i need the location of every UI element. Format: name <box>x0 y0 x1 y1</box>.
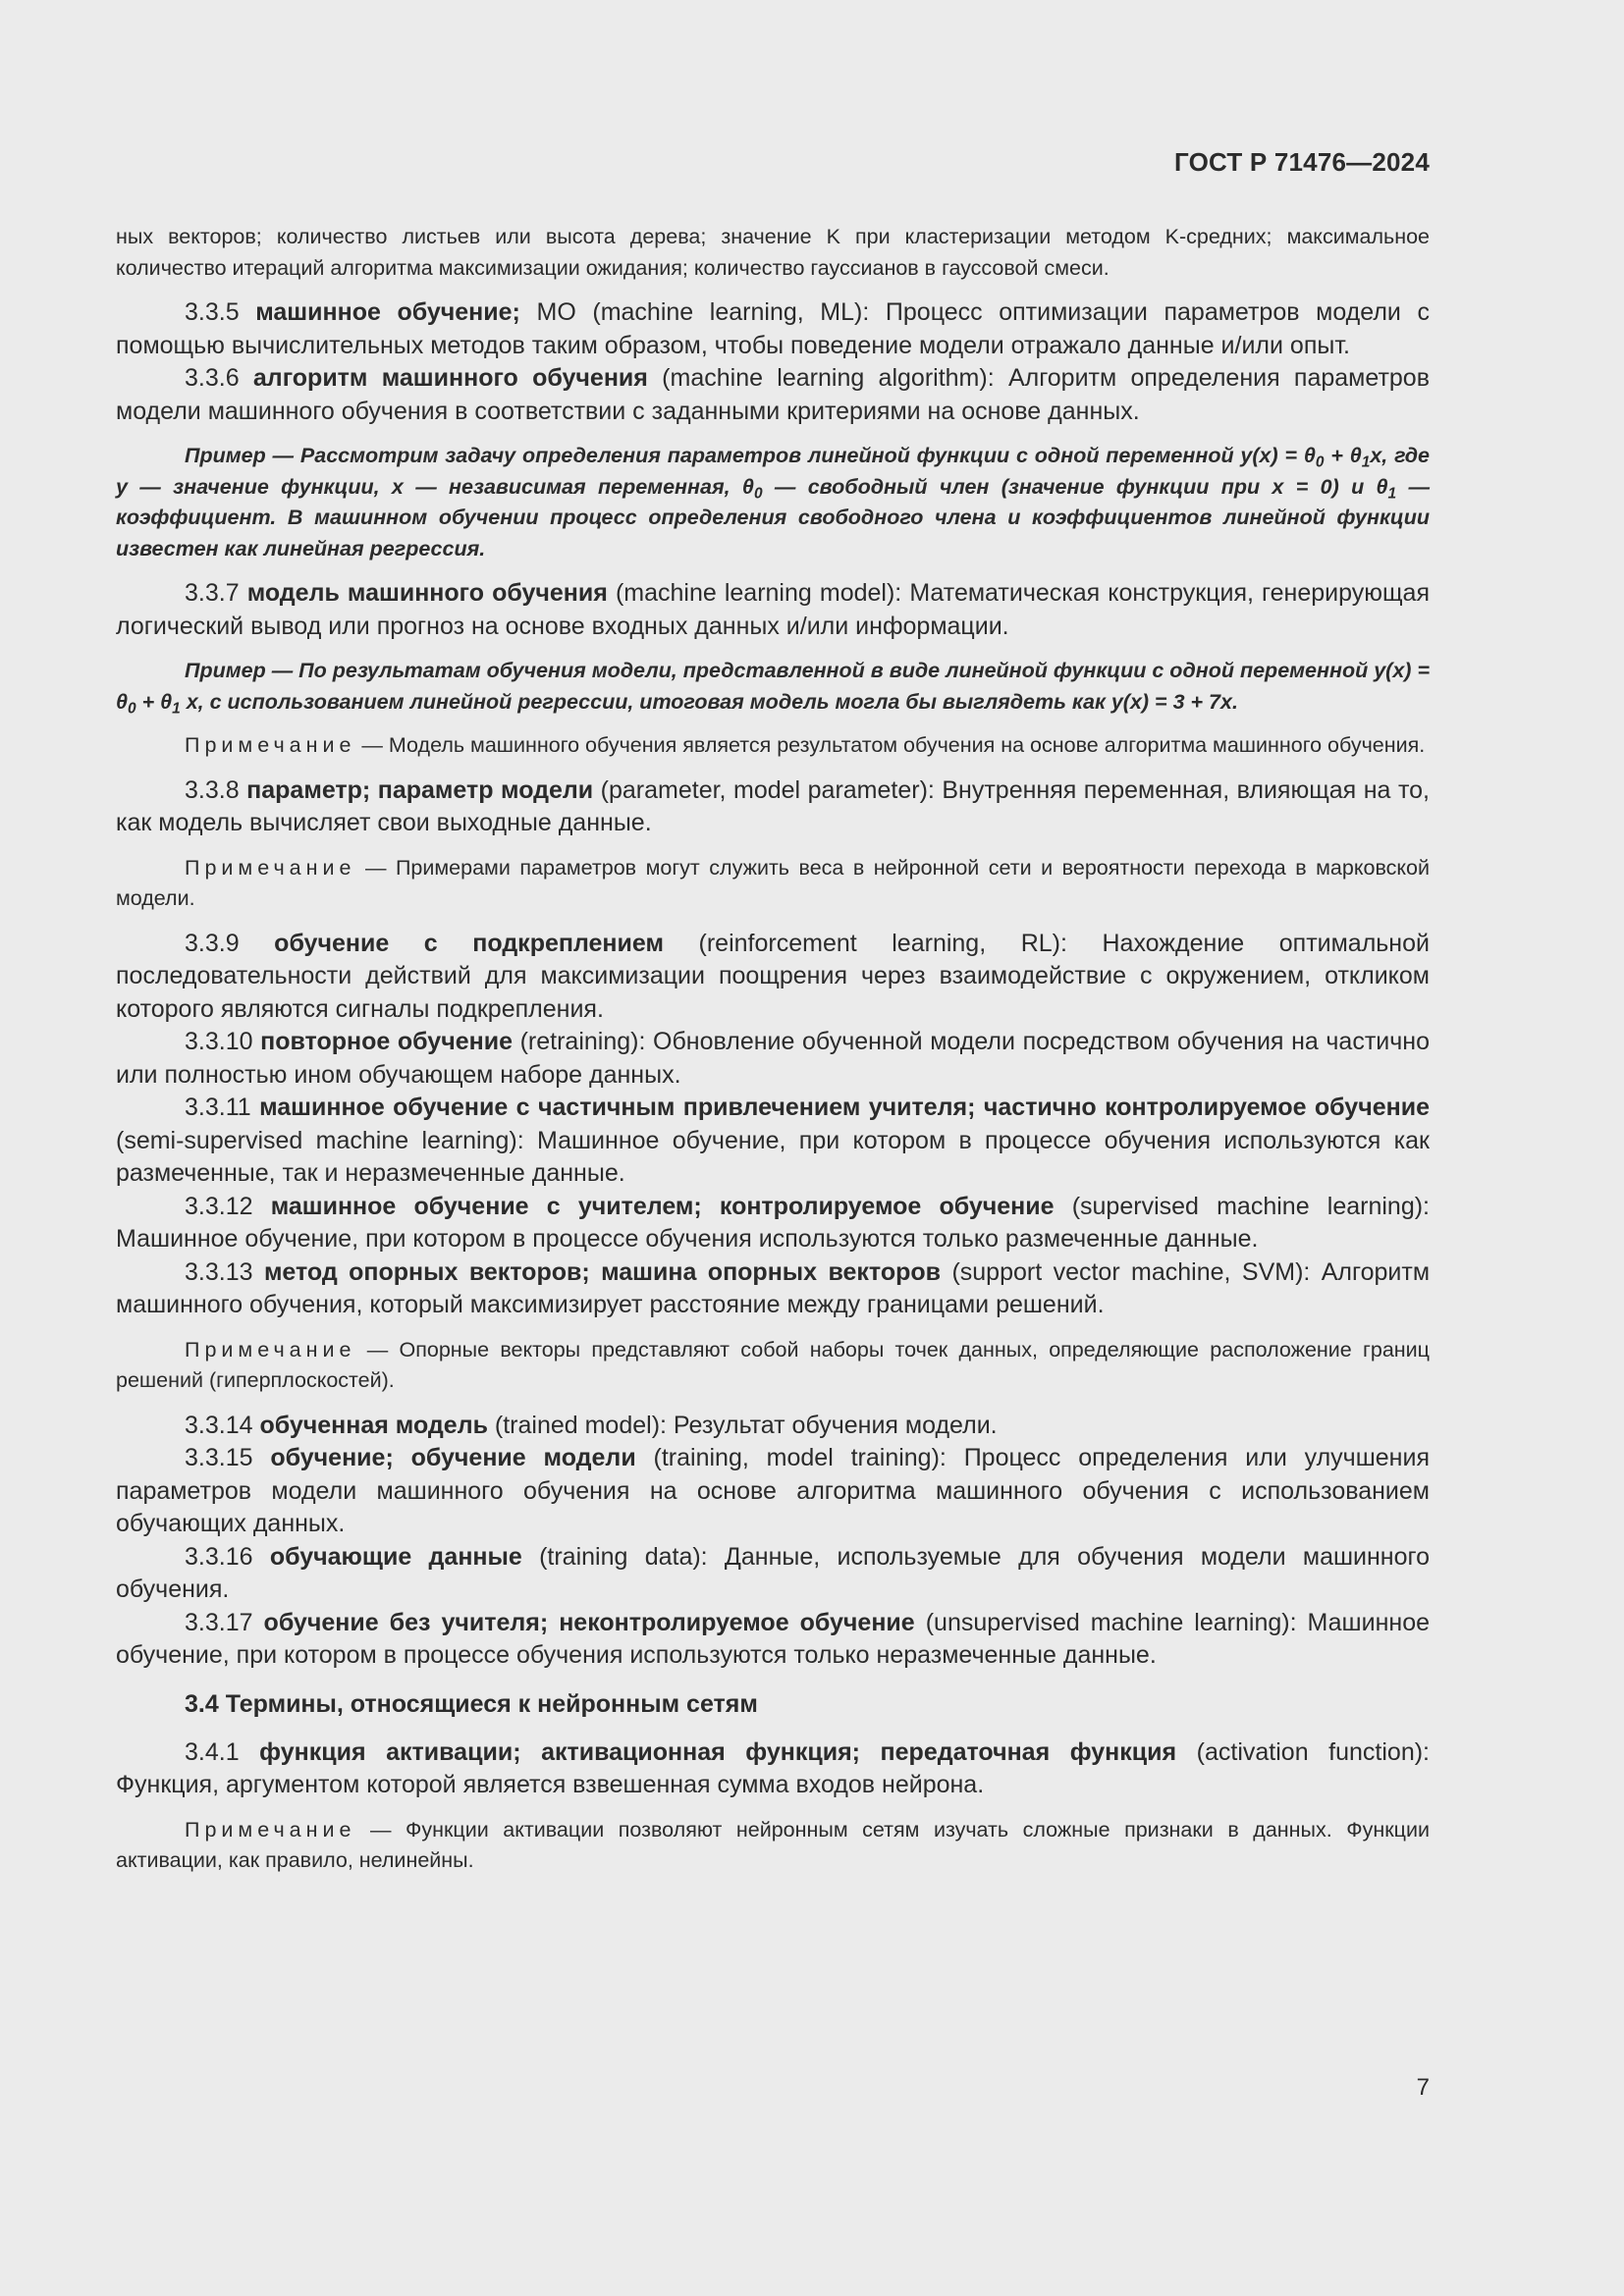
note-3-3-7 <box>116 730 1430 762</box>
term-name: машинное обучение с частичным привлечением учителя; частично контролируемое обучение <box>259 1094 1430 1121</box>
term-number: 3.3.14 <box>185 1411 253 1439</box>
note-label: Примечание <box>185 1817 356 1842</box>
example-text: x, с использованием линейной регрессии, итоговая модель могла бы выглядеть как y(x) = 3 + 7x. <box>180 689 1238 714</box>
term-name: обученная модель <box>259 1411 488 1439</box>
term-name: обучение; обучение модели <box>270 1444 636 1471</box>
note-3-4-1 <box>116 1815 1430 1877</box>
term-definition: (machine learning algorithm): Алгоритм определения параметров модели машинного обучения в соответствии с заданными критериями на основе данных. <box>116 364 1430 425</box>
example-text: Пример — По результатам обучения модели, представленной в виде линейной функции с одной переменной y(x) = θ <box>116 659 1430 714</box>
subscript: 0 <box>1315 454 1325 471</box>
note-label: Примечание <box>185 1337 356 1362</box>
term-definition: (training data): Данные, используемые для обучения модели машинного обучения. <box>116 1542 1430 1603</box>
term-3-3-7 <box>116 577 1430 643</box>
term-3-4-1 <box>116 1736 1430 1802</box>
term-number: 3.3.8 <box>185 775 240 804</box>
term-3-3-12 <box>116 1191 1430 1256</box>
term-3-3-14 <box>116 1410 1430 1443</box>
document-code: ГОСТ Р 71476—2024 <box>1174 147 1430 177</box>
term-definition: МО (machine learning, ML): Процесс оптимизации параметров модели с помощью вычислительных методов таким образом, чтобы поведение модели отражало данные и/или опыт. <box>116 298 1430 359</box>
term-name: метод опорных векторов; машина опорных векторов <box>263 1257 942 1286</box>
page-body <box>116 222 1430 1877</box>
term-number: 3.3.10 <box>185 1028 253 1055</box>
term-name: машинное обучение с учителем; контролируемое обучение <box>270 1192 1055 1220</box>
term-number: 3.3.12 <box>185 1192 253 1220</box>
term-number: 3.3.9 <box>185 929 240 957</box>
note-text: — Примерами параметров могут служить веса в нейронной сети и вероятности перехода в марковской модели. <box>116 855 1430 910</box>
term-definition: (reinforcement learning, RL): Нахождение оптимальной последовательности действий для максимизации поощрения через взаимодействие с окружением, откликом которого являются сигналы подкрепления. <box>116 929 1430 1023</box>
example-text: + θ <box>1324 444 1362 467</box>
page-number: 7 <box>1416 2074 1430 2101</box>
term-definition: (activation function): Функция, аргументом которой является взвешенная сумма входов нейрона. <box>116 1737 1431 1798</box>
term-definition: (support vector machine, SVM): Алгоритм машинного обучения, который максимизирует расстояние между границами решений. <box>116 1257 1431 1318</box>
subscript: 1 <box>1387 485 1397 503</box>
subscript: 1 <box>172 700 181 718</box>
term-3-3-15 <box>116 1442 1430 1541</box>
term-name: повторное обучение <box>260 1028 513 1055</box>
subscript: 0 <box>128 700 136 718</box>
term-3-3-9 <box>116 928 1430 1027</box>
term-3-3-11 <box>116 1092 1430 1191</box>
term-3-3-10 <box>116 1026 1430 1092</box>
term-number: 3.3.6 <box>185 364 240 392</box>
term-definition: (machine learning model): Математическая конструкция, генерирующая логический вывод или прогноз на основе входных данных и/или информации. <box>116 579 1430 640</box>
term-number: 3.3.7 <box>185 579 240 607</box>
term-definition: (semi-supervised machine learning): Машинное обучение, при котором в процессе обучения используются как размеченные, так и неразмеченные данные. <box>116 1126 1430 1187</box>
term-3-3-16 <box>116 1541 1430 1607</box>
example-linear-function <box>116 441 1430 564</box>
term-number: 3.3.17 <box>185 1608 253 1636</box>
note-label: Примечание <box>185 855 356 880</box>
note-text: — Опорные векторы представляют собой наборы точек данных, определяющие расположение границ решений (гиперплоскостей). <box>116 1337 1430 1392</box>
term-number: 3.3.15 <box>185 1444 253 1471</box>
term-number: 3.4.1 <box>185 1737 240 1766</box>
subscript: 1 <box>1361 454 1371 471</box>
term-number: 3.3.11 <box>185 1094 251 1121</box>
term-name: модель машинного обучения <box>246 579 608 607</box>
note-3-3-13 <box>116 1335 1430 1397</box>
term-name: обучение без учителя; неконтролируемое обучение <box>263 1608 915 1636</box>
example-text: Пример — Рассмотрим задачу определения параметров линейной функции с одной переменной y(x) = θ <box>185 444 1316 467</box>
section-heading-3-4: 3.4 Термины, относящиеся к нейронным сетям <box>185 1689 758 1718</box>
note-3-3-8 <box>116 853 1430 915</box>
example-regression-result <box>116 656 1430 718</box>
example-text: — свободный член (значение функции при x = 0) и θ <box>762 474 1388 499</box>
term-3-3-13 <box>116 1256 1430 1322</box>
term-definition: (unsupervised machine learning): Машинное обучение, при котором в процессе обучения используются только неразмеченные данные. <box>116 1608 1430 1669</box>
term-name: алгоритм машинного обучения <box>252 364 648 392</box>
term-definition: (supervised machine learning): Машинное обучение, при котором в процессе обучения используются только размеченные данные. <box>116 1192 1430 1253</box>
term-3-3-8 <box>116 774 1430 840</box>
term-number: 3.3.13 <box>185 1257 253 1286</box>
term-3-3-17 <box>116 1607 1430 1673</box>
term-number: 3.3.5 <box>185 298 240 326</box>
example-text: + θ <box>135 689 173 714</box>
term-definition: (parameter, model parameter): Внутренняя переменная, влияющая на то, как модель вычисляет свои выходные данные. <box>116 775 1430 836</box>
note-label: Примечание <box>185 733 356 757</box>
term-name: обучение с подкреплением <box>274 929 664 957</box>
term-definition: (trained model): Результат обучения модели. <box>487 1411 998 1439</box>
example-text: x, где y — значение функции, x — независимая переменная, θ <box>116 444 1430 499</box>
term-3-3-5 <box>116 296 1430 362</box>
term-number: 3.3.16 <box>185 1542 253 1571</box>
intro-paragraph: ных векторов; количество листьев или высота дерева; значение K при кластеризации методом K-средних; максимальное количество итераций алгоритма максимизации ожидания; количество гауссианов в гауссовой смеси. <box>116 225 1430 280</box>
term-name: параметр; параметр модели <box>246 775 594 804</box>
example-text: — коэффициент. В машинном обучении процесс определения свободного члена и коэффициентов линейной функции известен как линейная регрессия. <box>116 474 1430 561</box>
note-text: — Модель машинного обучения является результатом обучения на основе алгоритма машинного обучения. <box>355 733 1426 757</box>
term-definition: (retraining): Обновление обученной модели посредством обучения на частично или полностью ином обучающем наборе данных. <box>116 1028 1430 1089</box>
term-3-3-6 <box>116 362 1430 428</box>
term-name: функция активации; активационная функция; передаточная функция <box>259 1737 1177 1766</box>
note-text: — Функции активации позволяют нейронным сетям изучать сложные признаки в данных. Функции активации, как правило, нелинейны. <box>116 1817 1430 1872</box>
term-name: обучающие данные <box>269 1542 522 1571</box>
subscript: 0 <box>753 485 763 503</box>
term-definition: (training, model training): Процесс определения или улучшения параметров модели машинного обучения на основе алгоритма машинного обучения с использованием обучающих данных. <box>116 1444 1430 1537</box>
term-name: машинное обучение; <box>255 298 520 326</box>
